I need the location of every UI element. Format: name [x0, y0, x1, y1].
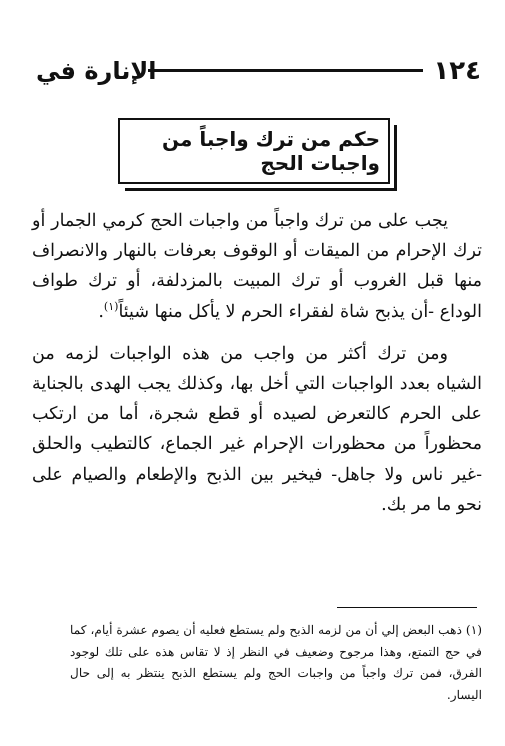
footnote-reference[interactable]: (١) — [103, 299, 119, 313]
running-title: الإنارة في — [36, 57, 157, 85]
paragraph-2-text: ومن ترك أكثر من واجب من هذه الواجبات لزمه من الشياه بعدد الواجبات التي أخل بها، وكذلك يجب الهدى بالجناية على الحرم كالتعرض لصيده أو قطع شجرة، أما من ارتكب محظوراً من محظورات الإحرام غير الجماع، كالتطيب والحلق -غير ناس ولا جاهل- فيخير بين الذبح والإطعام والصيام على نحو ما مر بك. — [32, 343, 482, 515]
footnote — [70, 620, 482, 706]
paragraph — [32, 339, 482, 520]
section-title: حكم من ترك واجباً من واجبات الحج — [162, 127, 380, 175]
header-rule — [148, 69, 423, 72]
paragraph: يجب على من ترك واجباً من واجبات الحج كرمي الجمار أو ترك الإحرام من الميقات أو الوقوف بعرفات بالنهار والانصراف منها قبل الغروب أو ترك المبيت بالمزدلفة، أو ترك طواف الوداع -أن يذبح شاة لفقراء الحرم لا يأكل منها شيئاً$^{(١)}$. — [32, 211, 482, 322]
page-number: ١٢٤ — [433, 56, 481, 86]
footnote-rule — [337, 607, 477, 608]
page-header — [36, 56, 481, 92]
body-text — [32, 206, 482, 520]
footnote-text: (١) ذهب البعض إلي أن من لزمه الذبح ولم يستطع فعليه أن يصوم عشرة أيام، كما في حج التمتع، وهذا مرجوح وضعيف في النظر إذ لا تقاس هذه على تلك لوجود الفرق، فمن ترك واجباً من واجبات الحج ولم يستطع الذبح ينتظر به إلى حال اليسار. — [70, 623, 482, 702]
paragraph-1-text: يجب على من ترك واجباً من واجبات الحج كرمي الجمار أو ترك الإحرام من الميقات أو الوقوف بعرفات بالنهار والانصراف منها قبل الغروب أو ترك المبيت بالمزدلفة، أو ترك طواف الوداع -أن يذبح شاة لفقراء الحرم لا يأكل منها شيئاً — [32, 211, 482, 322]
section-title-box — [118, 118, 390, 184]
